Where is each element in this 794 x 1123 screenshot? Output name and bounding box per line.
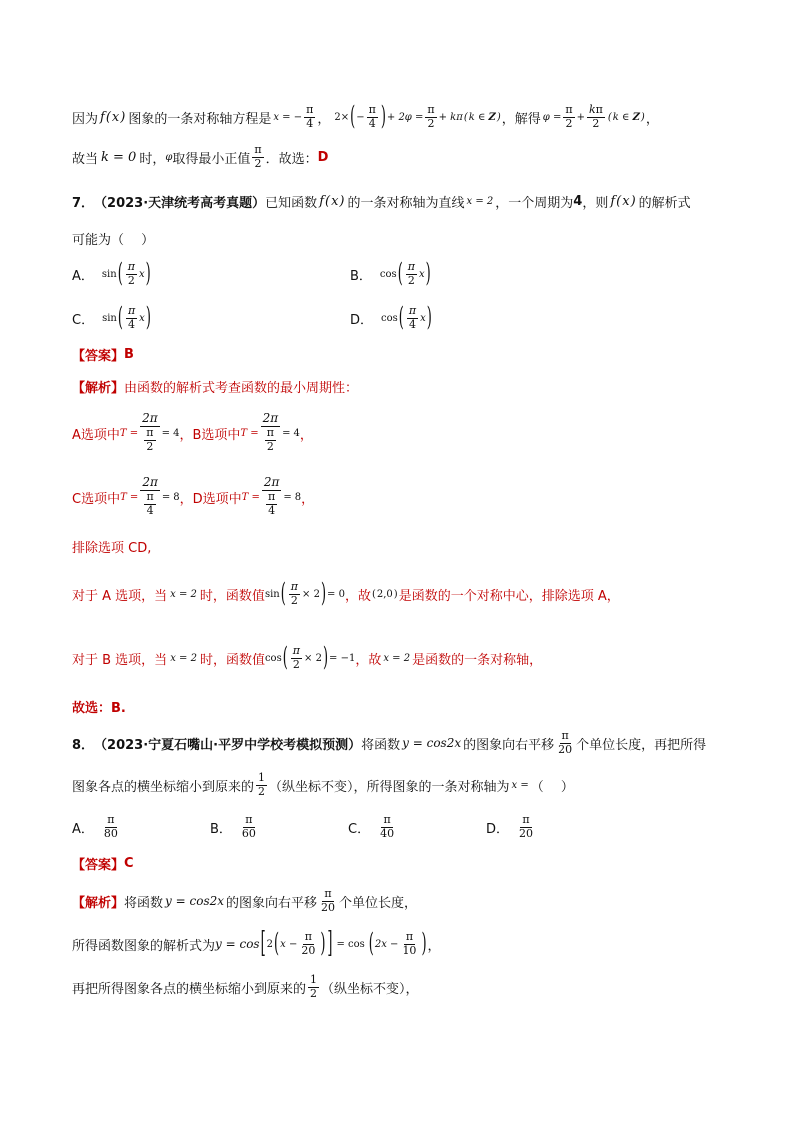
q7-option-b[interactable]: B． cos ( $\frac{\pi}{2}$ x ) (350, 259, 431, 289)
text: D选项中 (192, 491, 242, 507)
option-label: C． (72, 312, 95, 328)
text: 故选：B. (72, 700, 126, 716)
text: 是函数的一个对称中心，排除选项 A， (398, 588, 620, 604)
text: 个单位长度，再把所得 (576, 737, 707, 753)
q7-answer (72, 344, 134, 364)
text: 的图象向右平移 (463, 737, 555, 753)
solution-line-2 (72, 143, 328, 171)
text: 故当 (72, 151, 99, 167)
func-name: sin (101, 268, 117, 280)
q8-analysis-3: 再把所得图象各点的横坐标缩小到原来的 $\frac{1}{2}$ （纵坐标不变）， (72, 972, 419, 1000)
answer-tag: 【答案】 (72, 348, 125, 364)
text: 由函数的解析式考查函数的最小周期性： (124, 380, 359, 396)
math-fx: f(x) (100, 109, 126, 125)
func-name: sin (102, 312, 117, 324)
option-frac: $\frac{\pi}{4}$ (408, 303, 417, 331)
frac-pi-over-2: $\frac{\pi}{2}$ (254, 142, 262, 170)
option-label: A． (72, 821, 94, 837)
text: （纵坐标不变），所得图象的一条对称轴为 (269, 779, 510, 795)
frac-pi-over-4: $\frac{\pi}{4}$ (306, 102, 314, 130)
text: 将函数 (124, 895, 164, 911)
q7-check-b: 对于 B 选项，当 x = 2 时，函数值 cos ( $\frac{\pi}{2}$ × 2 ) = −1 ，故 x = 2 是函数的一条对称轴， (72, 643, 543, 673)
text: 个单位长度， (339, 895, 418, 911)
text: 所得函数图象的解析式为 (72, 938, 216, 954)
text: 已知函数 (265, 195, 318, 211)
q8-stem-line-1: 8． （2023·宁夏石嘴山·平罗中学校考模拟预测） 将函数 y = cos2x 的图象向右平移 $\frac{\pi}{20}$ 个单位长度，再把所得 (72, 728, 707, 756)
text: ，故 (355, 652, 382, 668)
frac-pi-over-2: $\frac{\pi}{2}$ (565, 102, 573, 130)
option-frac: $\frac{\pi}{40}$ (380, 812, 395, 840)
option-frac: $\frac{\pi}{60}$ (241, 812, 256, 840)
period-frac: $\frac{2\pi}{\frac{\pi}{4}}$ (263, 475, 280, 517)
text: ，一个周期为 (495, 195, 574, 211)
text: （ ） (530, 779, 574, 795)
q8-answer (72, 853, 134, 873)
text: 可能为（ ） (72, 232, 155, 248)
math-axis-eq: x = − (273, 111, 303, 123)
text: ．故选： (265, 151, 318, 167)
text: 时，函数值 (199, 588, 265, 604)
option-label: B． (350, 268, 372, 284)
text: 对于 B 选项，当 (72, 652, 168, 668)
frac-pi-over-4: $\frac{\pi}{4}$ (368, 102, 376, 130)
q8-stem-line-2: 图象各点的横坐标缩小到原来的 $\frac{1}{2}$ （纵坐标不变），所得图象的一条对称轴为 x = （ ） (72, 770, 574, 798)
text: 再把所得图象各点的横坐标缩小到原来的 (72, 981, 307, 997)
text: 的解析式 (638, 195, 691, 211)
math-phi: φ (165, 151, 173, 163)
text: 取得最小正值 (172, 151, 251, 167)
text: 时，函数值 (199, 652, 265, 668)
math-x2: x = 2 (466, 195, 494, 207)
q8-analysis-1: 【解析】 将函数 y = cos2x 的图象向右平移 $\frac{\pi}{20}$ 个单位长度， (72, 886, 418, 914)
text: ， (645, 111, 659, 127)
text: ， (317, 111, 331, 127)
option-frac: $\frac{\pi}{4}$ (127, 303, 136, 331)
func-name: cos (381, 312, 398, 324)
question-number: 8． (72, 737, 95, 753)
text: ，解得 (501, 111, 541, 127)
math-fx: f(x) (610, 193, 636, 209)
func-name: cos (379, 268, 397, 280)
q7-option-c[interactable]: C． sin ( $\frac{\pi}{4}$ x ) (72, 303, 151, 333)
period-frac: $\frac{2\pi}{\frac{\pi}{2}}$ (262, 411, 279, 453)
question-source: （2023·天津统考高考真题） (94, 195, 266, 211)
q7-option-d[interactable]: D． cos ( $\frac{\pi}{4}$ x ) (350, 303, 432, 333)
frac-pi-over-20: $\frac{\pi}{20}$ (558, 728, 573, 756)
period-frac: $\frac{2\pi}{\frac{\pi}{4}}$ (142, 475, 158, 517)
text: 是函数的一条对称轴， (412, 652, 543, 668)
q7-check-a: 对于 A 选项，当 x = 2 时，函数值 sin ( $\frac{\pi}{2}$ × 2 ) = 0 ，故 (2,0) 是函数的一个对称中心，排除选项 A， (72, 579, 620, 609)
math-expr: 2× (334, 111, 350, 123)
text: 将函数 (361, 737, 401, 753)
text: 对于 A 选项，当 (72, 588, 168, 604)
frac-one-half: $\frac{1}{2}$ (258, 770, 266, 798)
text: ，故 (344, 588, 371, 604)
answer-tag: 【答案】 (72, 857, 125, 873)
q8-analysis-2: 所得函数图象的解析式为 y = cos [ 2 ( x − $\frac{\pi}{20}$ ) ] = cos ( 2x − $\frac{\pi}{10}$ ) ， (72, 927, 441, 961)
text: 图象各点的横坐标缩小到原来的 (72, 779, 255, 795)
option-label: C． (348, 821, 371, 837)
math-expr: + 2φ = (386, 111, 424, 123)
text: ， (427, 938, 441, 954)
frac-pi-over-2: $\frac{\pi}{2}$ (427, 102, 435, 130)
option-label: D． (350, 312, 374, 328)
q8-option-a[interactable] (72, 810, 122, 844)
text: ，则 (582, 195, 609, 211)
text: B选项中 (192, 427, 241, 443)
math-k0: k = 0 (101, 149, 137, 165)
text: 的图象向右平移 (226, 895, 318, 911)
solution-line-1: 因为 f(x) 图象的一条对称轴方程是 x = − $\frac{\pi}{4}$ ， 2× ( − $\frac{\pi}{4}$ ) + 2φ = $\frac{\pi}{2}$ + kπ(k ∈ Z) ，解得 φ = $\frac{\pi}{2}$ + $\frac{k\pi}{2}$ (k ∈ Z) ， (72, 102, 659, 132)
text: C选项中 (72, 491, 121, 507)
text: 图象的一条对称轴方程是 (128, 111, 272, 127)
option-frac: $\frac{\pi}{20}$ (519, 812, 534, 840)
period-value: 4 (573, 193, 583, 209)
q7-period-cd: C选项中 T = $\frac{2\pi}{\frac{\pi}{4}}$ = 8 ， D选项中 T = $\frac{2\pi}{\frac{\pi}{4}}$ = 8 ， (72, 475, 315, 517)
analysis-tag: 【解析】 (72, 380, 125, 396)
q7-option-a[interactable]: A． sin ( $\frac{\pi}{2}$ x ) (72, 259, 151, 289)
answer-letter: B (124, 346, 134, 362)
q8-option-d[interactable] (486, 810, 537, 844)
question-number: 7． (72, 195, 95, 211)
text: 时， (139, 151, 166, 167)
math-phi: φ = (542, 111, 562, 123)
text: A选项中 (72, 427, 120, 443)
answer-letter: D (317, 149, 329, 165)
text: 排除选项 CD, (72, 540, 152, 556)
q8-option-c[interactable] (348, 810, 398, 844)
text: （纵坐标不变）， (321, 981, 419, 997)
text: 的一条对称轴为直线 (347, 195, 465, 211)
option-frac: $\frac{\pi}{80}$ (103, 812, 118, 840)
option-label: B． (210, 821, 232, 837)
math-expr: + kπ(k ∈ Z) (438, 111, 501, 123)
q7-conclusion (72, 696, 126, 716)
question-source: （2023·宁夏石嘴山·平罗中学校考模拟预测） (94, 737, 362, 753)
math-fx: f(x) (319, 193, 345, 209)
option-frac: $\frac{\pi}{2}$ (407, 259, 415, 287)
answer-letter: C (124, 855, 134, 871)
q7-exclude-cd (72, 536, 151, 556)
q7-period-ab: A选项中 T = $\frac{2\pi}{\frac{\pi}{2}}$ = 4 ， B选项中 T = $\frac{2\pi}{\frac{\pi}{2}}$ = 4 ， (72, 411, 313, 453)
q8-option-b[interactable] (210, 810, 260, 844)
option-label: A． (72, 268, 94, 284)
frac-kpi-over-2: $\frac{k\pi}{2}$ (588, 102, 603, 130)
text: 因为 (72, 111, 99, 127)
q7-stem-line-2 (72, 228, 154, 248)
period-frac: $\frac{2\pi}{\frac{\pi}{2}}$ (142, 411, 158, 453)
option-label: D． (486, 821, 510, 837)
q7-analysis-intro (72, 376, 358, 396)
q7-stem-line-1 (72, 188, 691, 214)
analysis-tag: 【解析】 (72, 895, 125, 911)
option-frac: $\frac{\pi}{2}$ (127, 259, 135, 287)
